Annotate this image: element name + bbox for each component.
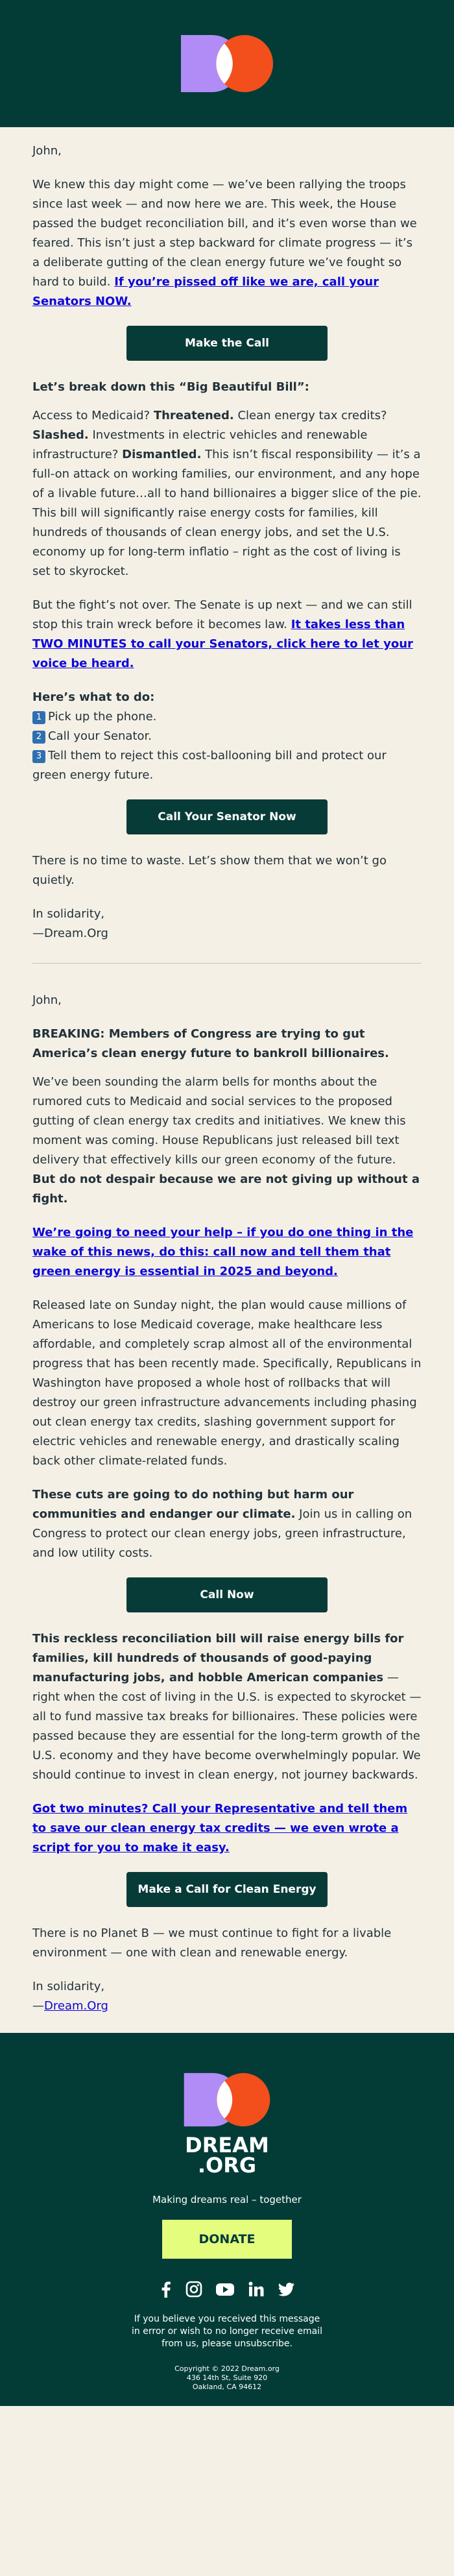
closing-paragraph: There is no time to waste. Let’s show them that we won’t go quietly. <box>32 854 387 887</box>
reconciliation-paragraph: This reckless reconciliation bill will raise energy bills for families, kill hundreds of thousands of good-paying manufacturing jobs, and hobble American companies — right when the cost of living in the U.S. is expected to skyrocket — all to fund massive tax breaks for billionaires. These policies were passed because they are essential for the long-term growth of the U.S. economy and they have become overwhelmingly popular. We should continue to invest in clean energy, not journey backwards. <box>32 1632 422 1782</box>
cuts-paragraph: These cuts are going to do nothing but harm our communities and endanger our climate. Join us in calling on Congress to protect our clean energy jobs, green infrastructure, and low utility costs. <box>32 1488 412 1560</box>
steps-heading: Here’s what to do: <box>32 690 155 704</box>
donate-button[interactable]: DONATE <box>162 2220 292 2259</box>
brand-wordmark: DREAM .ORG <box>185 2133 269 2178</box>
section-heading: Let’s break down this “Big Beautiful Bill”: <box>32 380 309 394</box>
signature: —Dream.Org <box>32 927 108 940</box>
unsubscribe-text: If you believe you received this message in error or wish to no longer receive email from us, please unsubscribe. <box>132 2314 322 2349</box>
planet-paragraph: There is no Planet B — we must continue to fight for a livable environment — one with clean and renewable energy. <box>32 1926 392 1960</box>
greeting: John, <box>32 993 62 1007</box>
intro-paragraph: We knew this day might come — we’ve been rallying the troops since last week — and now here we are. This week, the House passed the budget reconciliation bill, and it’s even worse than we feared. This isn’t just a step backward for climate progress — it’s a deliberate gutting of the clean energy future we’ve fought so hard to build. If you’re pissed off like we are, call your Senators NOW. <box>32 178 417 308</box>
social-links <box>0 2281 454 2298</box>
senate-paragraph: But the fight’s not over. The Senate is up next — and we can still stop this train wreck before it becomes law. It takes less than TWO MINUTES to call your Senators, click here to let your voice be heard. <box>32 598 413 670</box>
make-a-call-button[interactable]: Make a Call for Clean Energy <box>126 1872 328 1907</box>
script-link-paragraph <box>32 1799 422 1858</box>
signoff: In solidarity, <box>32 1980 105 1993</box>
greeting: John, <box>32 144 62 158</box>
dream-org-link[interactable]: Dream.Org <box>44 1999 108 2013</box>
keycap-three-icon: 3 <box>32 750 45 763</box>
twitter-icon[interactable] <box>278 2281 296 2298</box>
call-now-button[interactable]: Call Now <box>126 1577 328 1612</box>
keycap-two-icon: 2 <box>32 731 45 744</box>
signature: —Dream.Org <box>32 1999 108 2013</box>
keycap-one-icon: 1 <box>32 711 45 724</box>
footer <box>0 2033 454 2406</box>
call-now-link[interactable]: We’re going to need your help – if you do one thing in the wake of this news, do this: call now and tell them that green energy is essential in 2025 and beyond. <box>32 1226 414 1278</box>
address-line: Oakland, CA 94612 <box>192 2383 262 2391</box>
call-senators-link[interactable]: If you’re pissed off like we are, call your Senators NOW. <box>32 275 379 308</box>
youtube-icon[interactable] <box>215 2281 235 2298</box>
help-link-paragraph <box>32 1223 422 1282</box>
make-the-call-button[interactable]: Make the Call <box>126 326 328 361</box>
details-paragraph: Released late on Sunday night, the plan would cause millions of Americans to lose Medicaid coverage, make healthcare less affordable, and completely scrap almost all of the environmental progress that has been recently made. Specifically, Republicans in Washington have proposed a whole host of rollbacks that will destroy our green infrastructure advancements including phasing out clean energy tax credits, slashing government support for electric vehicles and renewable energy, and drastically scaling back other climate-related funds. <box>32 1298 422 1468</box>
step-item: 2 Call your Senator. <box>32 727 422 746</box>
email-divider <box>32 963 422 964</box>
linkedin-icon[interactable] <box>248 2281 265 2298</box>
breaking-headline: BREAKING: Members of Congress are trying to gut America’s clean energy future to bankroll billionaires. <box>32 1027 389 1060</box>
copyright: Copyright © 2022 Dream.org <box>174 2364 280 2373</box>
tagline: Making dreams real – together <box>152 2194 302 2205</box>
call-your-senator-button[interactable]: Call Your Senator Now <box>126 799 328 834</box>
header-banner <box>0 0 454 127</box>
steps-list <box>32 707 422 785</box>
facebook-icon[interactable] <box>158 2281 173 2298</box>
instagram-icon[interactable] <box>185 2281 202 2298</box>
alarm-paragraph: We’ve been sounding the alarm bells for months about the rumored cuts to Medicaid and social services to the proposed gutting of clean energy tax credits and initiatives. We knew this moment was coming. House Republicans just released bill text delivery that effectively kills our green economy of the future. But do not despair because we are not giving up without a fight. <box>32 1075 420 1206</box>
address-line: 436 14th St, Suite 920 <box>186 2374 268 2382</box>
call-representative-link[interactable]: Got two minutes? Call your Representative and tell them to save our clean energy tax credits — we even wrote a script for you to make it easy. <box>32 1802 408 1854</box>
signoff: In solidarity, <box>32 907 105 921</box>
call-senators-link-2[interactable]: It takes less than TWO MINUTES to call your Senators, click here to let your voice be heard. <box>32 618 413 670</box>
breakdown-paragraph: Access to Medicaid? Threatened. Clean energy tax credits? Slashed. Investments in electric vehicles and renewable infrastructure? Dismantled. This isn’t fiscal responsibility — it’s a full-on attack on working families, our environment, and any hope of a livable future…all to hand billionaires a bigger slice of the pie. This bill will significantly raise energy costs for families, kill hundreds of thousands of clean energy jobs, and set the U.S. economy up for long-term inflatio – right as the cost of living is set to skyrocket. <box>32 409 422 578</box>
dream-logo-icon[interactable] <box>178 32 276 95</box>
step-item: 3 Tell them to reject this cost-ballooning bill and protect our green energy future. <box>32 749 387 782</box>
email-body-1 <box>0 127 454 2016</box>
dream-logo-icon[interactable] <box>182 2071 272 2129</box>
step-item: 1 Pick up the phone. <box>32 707 422 727</box>
